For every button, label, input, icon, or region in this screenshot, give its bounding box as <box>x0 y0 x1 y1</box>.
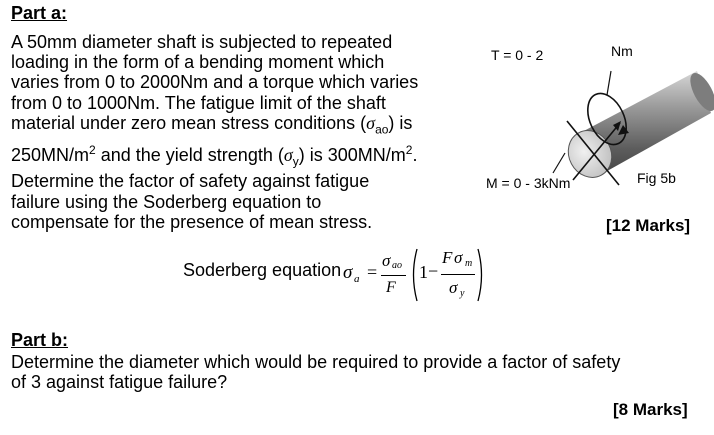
question-line: from 0 to 1000Nm. The fatigue limit of the shaft <box>11 92 386 113</box>
bracket-minus: − <box>428 261 439 281</box>
torque-label: T = 0 - 2 <box>491 47 544 63</box>
inner-numerator-f: F <box>442 248 453 267</box>
question-line: failure using the Soderberg equation to <box>11 191 322 212</box>
part-a-question-text <box>11 32 418 232</box>
numerator-sigma: σ <box>382 251 391 270</box>
question-line: loading in the form of a bending moment which <box>11 52 385 73</box>
inner-denominator-sub: y <box>460 288 465 299</box>
part-b-question-text <box>11 352 620 392</box>
question-line: compensate for the presence of mean stress. <box>11 211 373 232</box>
torque-unit: Nm <box>611 43 633 59</box>
part-a-heading: Part a: <box>11 3 68 23</box>
question-line: varies from 0 to 2000Nm and a torque which varies <box>11 72 419 93</box>
soderberg-equation <box>183 242 563 312</box>
main-fraction-bar <box>381 275 406 276</box>
question-line: Determine the factor of safety against fatigue <box>11 171 370 192</box>
inner-numerator-sigma: σ <box>454 248 463 267</box>
question-line: of 3 against fatigue failure? <box>11 372 228 393</box>
moment-label: M = 0 - 3kNm <box>486 175 571 191</box>
part-a-marks: [12 Marks] <box>606 216 691 235</box>
inner-fraction-bar <box>441 274 475 275</box>
part-b-marks: [8 Marks] <box>613 400 688 419</box>
numerator-sub: ao <box>392 260 402 271</box>
equation-label: Soderberg equation <box>183 260 342 280</box>
inner-denominator-sigma: σ <box>449 278 458 297</box>
bracket-left <box>409 248 419 302</box>
question-line: material under zero mean stress conditions $(\sigma_{ao})$ is <box>11 112 413 137</box>
figure-caption: Fig 5b <box>637 170 676 186</box>
part-b-heading: Part b: <box>11 330 69 350</box>
question-line: A 50mm diameter shaft is subjected to repeated <box>11 32 393 52</box>
equals-sign: = <box>367 262 378 282</box>
lhs-sub: a <box>354 273 360 285</box>
question-line: $250MN/m^2$ and the yield strength $(\sigma_y)$ is $300MN/m^2$. <box>11 142 418 169</box>
bracket-right <box>476 248 486 302</box>
lhs-sigma: σ <box>343 262 353 283</box>
question-line: Determine the diameter which would be required to provide a factor of safety <box>11 352 621 372</box>
bracket-one: 1 <box>419 262 428 282</box>
denominator-f: F <box>386 279 396 296</box>
inner-numerator-sub: m <box>465 258 473 269</box>
